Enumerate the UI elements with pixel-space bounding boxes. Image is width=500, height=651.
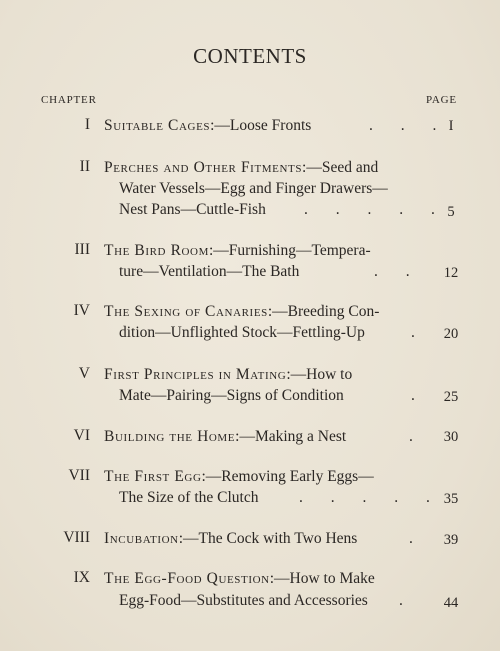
chapter-heading: Perches and Other Fitments	[104, 159, 303, 176]
page-column-header: PAGE	[426, 94, 457, 106]
chapter-column-header: CHAPTER	[41, 94, 97, 106]
chapter-heading: Suitable Cages	[104, 117, 211, 134]
chapter-heading: First Principles in Mating	[104, 366, 287, 383]
entry-line: The Bird Room:—Furnishing—Tempera-	[104, 242, 371, 259]
leader-dots: . . . . .	[299, 489, 442, 506]
page-number: 44	[443, 595, 459, 611]
leader-dots: . . .	[369, 117, 449, 134]
leader-dots: .	[409, 428, 425, 445]
entry-line: Water Vessels—Egg and Finger Drawers—	[119, 180, 388, 197]
leader-dots: .	[409, 530, 425, 547]
page-number: I	[448, 118, 454, 134]
chapter-heading: Building the Home	[104, 428, 236, 445]
entry-line: Mate—Pairing—Signs of Condition .	[119, 387, 427, 404]
leader-dots: .	[399, 592, 415, 609]
entry-line: dition—Unflighted Stock—Fettling-Up .	[119, 324, 427, 341]
entry-line: The Sexing of Canaries:—Breeding Con-	[104, 303, 380, 320]
page-number: 20	[443, 326, 459, 342]
page-number: 30	[443, 429, 459, 445]
entry-line: First Principles in Mating:—How to	[104, 366, 353, 383]
leader-dots: .	[411, 324, 427, 341]
chapter-number: II	[79, 158, 90, 175]
chapter-heading: The First Egg	[104, 468, 202, 485]
entry-line: Suitable Cages:—Loose Fronts . . .	[104, 117, 449, 134]
entry-line: Building the Home:—Making a Nest .	[104, 428, 425, 445]
page-number: 39	[443, 532, 459, 548]
page-title: CONTENTS	[193, 44, 307, 68]
chapter-number: V	[78, 365, 90, 382]
chapter-heading: The Sexing of Canaries	[104, 303, 268, 320]
chapter-number: I	[84, 116, 90, 133]
entry-line: The First Egg:—Removing Early Eggs—	[104, 468, 374, 485]
chapter-number: IX	[73, 569, 90, 586]
entry-line: ture—Ventilation—The Bath . .	[119, 263, 422, 280]
page-number: 25	[443, 389, 459, 405]
entry-line: The Egg-Food Question:—How to Make	[104, 570, 375, 587]
chapter-number: IV	[73, 302, 90, 319]
entry-line: Nest Pans—Cuttle-Fish . . . . .	[119, 201, 447, 218]
entry-line: Perches and Other Fitments:—Seed and	[104, 159, 379, 176]
page-number: 35	[443, 491, 459, 507]
chapter-heading: Incubation	[104, 530, 179, 547]
chapter-number: III	[74, 241, 90, 258]
chapter-number: VI	[73, 427, 90, 444]
chapter-heading: The Bird Room	[104, 242, 209, 259]
chapter-heading: The Egg-Food Question	[104, 570, 270, 587]
page-number: 5	[447, 204, 455, 220]
chapter-number: VII	[68, 467, 90, 484]
entry-line: Incubation:—The Cock with Two Hens .	[104, 530, 425, 547]
leader-dots: . . . . .	[304, 201, 447, 218]
leader-dots: . .	[374, 263, 422, 280]
page-number: 12	[443, 265, 459, 281]
chapter-number: VIII	[63, 529, 90, 546]
entry-line: Egg-Food—Substitutes and Accessories .	[119, 592, 415, 609]
leader-dots: .	[411, 387, 427, 404]
entry-line: The Size of the Clutch . . . . .	[119, 489, 442, 506]
